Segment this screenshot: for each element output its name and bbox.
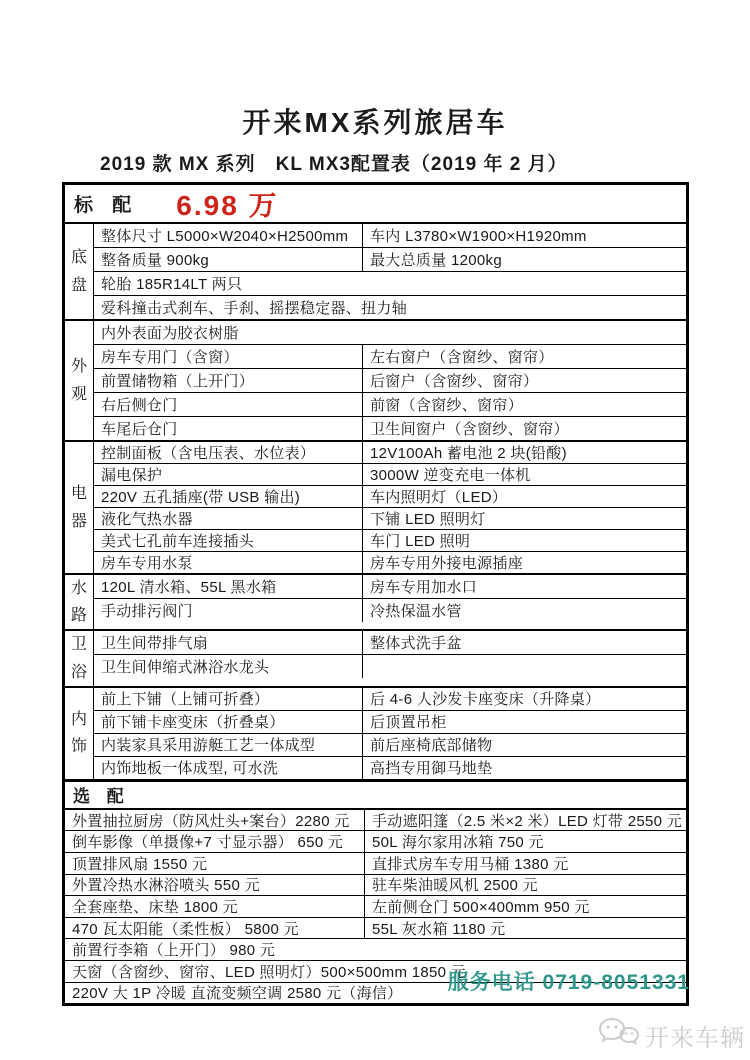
table-cell: 3000W 逆变充电一体机 <box>370 467 531 484</box>
table-cell: 后 4-6 人沙发卡座变床（升降桌） <box>370 691 601 709</box>
table-cell: 前下铺卡座变床（折叠桌） <box>94 711 363 733</box>
table-cell: 车门 LED 照明 <box>370 533 471 550</box>
option-row <box>65 830 686 852</box>
spec-section <box>65 629 686 685</box>
table-cell: 房车专用加水口 <box>370 579 478 596</box>
option-cell: 外置冷热水淋浴喷头 550 元 <box>65 875 365 896</box>
table-cell: 前后座椅底部储物 <box>370 737 493 755</box>
table-row <box>94 507 686 529</box>
option-cell: 直排式房车专用马桶 1380 元 <box>372 855 569 873</box>
section-label: 水路 <box>65 575 94 629</box>
table-cell: 房车专用水泵 <box>94 552 363 573</box>
table-row <box>94 295 686 319</box>
section-rows <box>94 631 686 685</box>
option-cell: 前置行李箱（上开门） 980 元 <box>72 942 276 960</box>
table-cell: 整体尺寸 L5000×W2040×H2500mm <box>94 224 363 247</box>
table-cell: 后窗户（含窗纱、窗帘） <box>370 373 539 390</box>
table-row <box>94 321 686 344</box>
table-cell: 卫生间窗户（含窗纱、窗帘） <box>370 421 569 438</box>
option-cell: 全套座垫、床垫 1800 元 <box>65 896 365 917</box>
table-row <box>94 368 686 392</box>
table-cell: 漏电保护 <box>94 464 363 485</box>
table-cell: 内饰地板一体成型, 可水洗 <box>94 757 363 779</box>
option-cell: 470 瓦太阳能（柔性板） 5800 元 <box>65 918 365 939</box>
optional-config-header: 选 配 <box>65 779 686 810</box>
section-rows <box>94 575 686 629</box>
table-row <box>94 247 686 271</box>
standard-config-sections <box>65 224 686 779</box>
table-cell: 120L 清水箱、55L 黑水箱 <box>94 575 363 598</box>
spec-section <box>65 686 686 779</box>
section-label: 卫浴 <box>65 631 94 685</box>
option-row <box>65 895 686 917</box>
option-cell: 外置抽拉厨房（防风灶头+案台）2280 元 <box>65 810 365 831</box>
section-label: 电器 <box>65 442 94 573</box>
table-row <box>94 598 686 622</box>
table-row <box>94 631 686 654</box>
section-rows <box>94 321 686 440</box>
table-cell: 冷热保温水管 <box>370 603 462 620</box>
table-cell: 高挡专用御马地垫 <box>370 760 493 778</box>
table-row <box>94 463 686 485</box>
page-subtitle: 2019 款 MX 系列 KL MX3配置表（2019 年 2 月） <box>100 154 568 175</box>
table-cell: 前窗（含窗纱、窗帘） <box>370 397 524 414</box>
table-row <box>94 551 686 573</box>
spec-section <box>65 319 686 440</box>
table-cell: 车内照明灯（LED） <box>370 489 508 506</box>
option-cell: 手动遮阳篷（2.5 米×2 米）LED 灯带 2550 元 <box>372 812 683 830</box>
service-phone: 服务电话 0719-8051331 <box>447 971 690 994</box>
table-cell: 前置储物箱（上开门） <box>94 369 363 392</box>
option-cell: 220V 大 1P 冷暖 直流变频空调 2580 元（海信） <box>72 985 403 1003</box>
table-cell <box>363 655 686 678</box>
option-cell: 左前侧仓门 500×400mm 950 元 <box>372 898 590 916</box>
spec-section <box>65 224 686 319</box>
brand-watermark <box>598 1016 745 1055</box>
option-row <box>65 874 686 896</box>
table-row <box>94 271 686 295</box>
table-row <box>94 416 686 440</box>
section-rows <box>94 442 686 573</box>
page-title: 开来MX系列旅居车 <box>242 107 508 138</box>
option-cell: 50L 海尔家用冰箱 750 元 <box>372 834 544 852</box>
table-row <box>94 575 686 598</box>
table-cell: 整备质量 900kg <box>94 248 363 271</box>
table-cell: 下铺 LED 照明灯 <box>370 511 486 528</box>
table-cell: 后顶置吊柜 <box>370 714 447 732</box>
table-row <box>94 654 686 678</box>
table-cell: 轮胎 185R14LT 两只 <box>101 276 243 293</box>
table-cell: 控制面板（含电压表、水位表） <box>94 442 363 463</box>
table-cell: 内装家具采用游艇工艺一体成型 <box>94 734 363 756</box>
table-cell: 12V100Ah 蓄电池 2 块(铅酸) <box>370 445 567 462</box>
section-label: 底盘 <box>65 224 94 319</box>
table-row <box>94 344 686 368</box>
table-row <box>94 485 686 507</box>
wechat-bubbles-icon <box>598 1016 642 1055</box>
table-cell: 整体式洗手盆 <box>370 635 462 653</box>
standard-config-header <box>65 185 686 224</box>
option-cell: 驻车柴油暖风机 2500 元 <box>372 877 538 895</box>
table-cell: 最大总质量 1200kg <box>370 252 502 269</box>
table-row <box>94 224 686 247</box>
table-cell: 房车专用外接电源插座 <box>370 555 524 572</box>
option-cell: 天窗（含窗纱、窗帘、LED 照明灯）500×500mm 1850 元 <box>72 963 467 981</box>
table-cell: 右后侧仓门 <box>94 393 363 416</box>
standard-price: 6.98 万 <box>176 189 279 221</box>
option-row <box>65 938 686 960</box>
table-cell: 内外表面为胶衣树脂 <box>101 325 239 342</box>
section-label: 外观 <box>65 321 94 440</box>
table-row <box>94 733 686 756</box>
table-row <box>94 392 686 416</box>
table-cell: 前上下铺（上铺可折叠） <box>94 688 363 710</box>
section-rows <box>94 688 686 779</box>
table-row <box>94 529 686 551</box>
standard-config-label: 标 配 <box>74 195 139 216</box>
table-cell: 卫生间伸缩式淋浴水龙头 <box>94 655 363 678</box>
table-row <box>94 442 686 463</box>
table-cell: 车内 L3780×W1900×H1920mm <box>370 228 587 245</box>
section-rows <box>94 224 686 319</box>
option-row <box>65 917 686 939</box>
table-row <box>94 756 686 779</box>
table-cell: 220V 五孔插座(带 USB 输出) <box>94 486 363 507</box>
spec-section <box>65 573 686 629</box>
table-cell: 房车专用门（含窗） <box>94 345 363 368</box>
watermark-text: 开来车辆 <box>645 1025 745 1052</box>
table-row <box>94 710 686 733</box>
table-cell: 美式七孔前车连接插头 <box>94 530 363 551</box>
spec-table <box>62 182 689 1006</box>
table-cell: 车尾后仓门 <box>94 417 363 440</box>
section-label: 内饰 <box>65 688 94 779</box>
table-cell: 手动排污阀门 <box>94 599 363 622</box>
option-cell: 倒车影像（单摄像+7 寸显示器） 650 元 <box>65 831 365 852</box>
table-cell: 爱科撞击式刹车、手刹、摇摆稳定器、扭力轴 <box>101 300 408 317</box>
table-cell: 左右窗户（含窗纱、窗帘） <box>370 349 554 366</box>
spec-section <box>65 440 686 573</box>
table-row <box>94 688 686 710</box>
option-row <box>65 852 686 874</box>
table-cell: 卫生间带排气扇 <box>94 631 363 654</box>
option-cell: 55L 灰水箱 1180 元 <box>372 920 506 938</box>
option-cell: 顶置排风扇 1550 元 <box>65 853 365 874</box>
option-row <box>65 810 686 831</box>
table-cell: 液化气热水器 <box>94 508 363 529</box>
